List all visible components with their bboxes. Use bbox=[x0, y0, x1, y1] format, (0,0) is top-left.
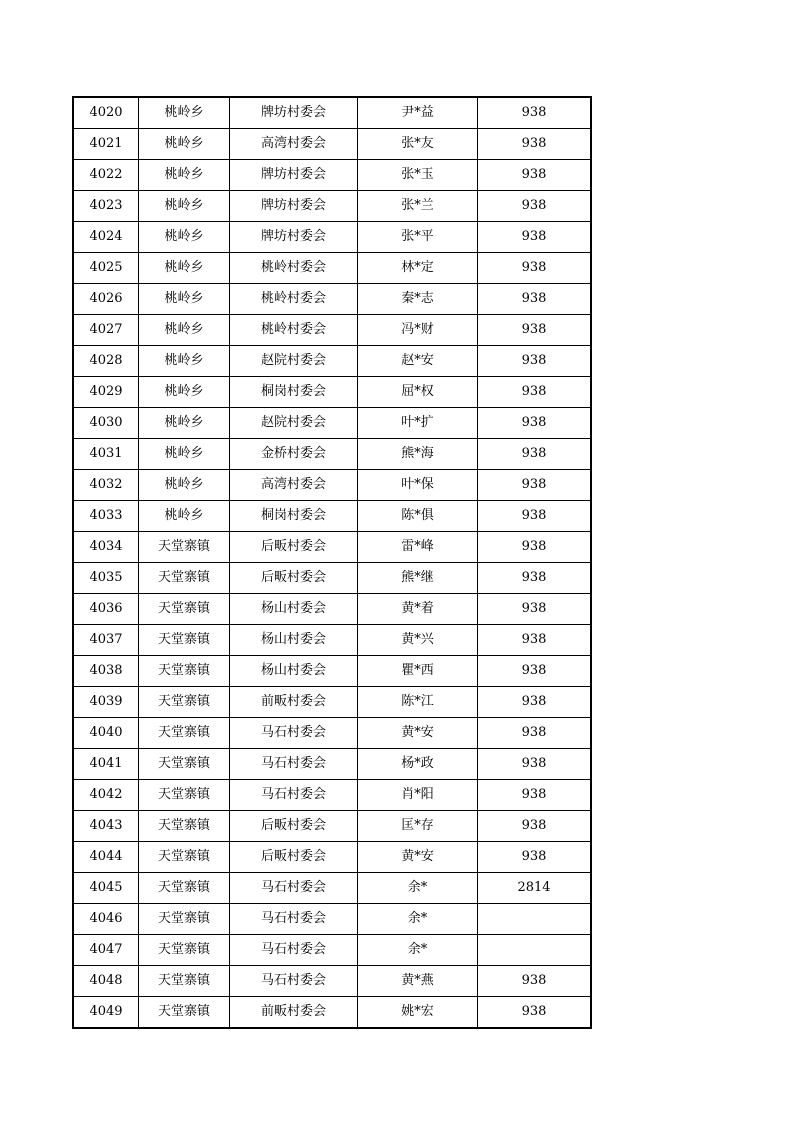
person-name-cell: 姚*宏 bbox=[358, 997, 478, 1029]
person-name-cell: 黄*安 bbox=[358, 842, 478, 873]
amount-cell: 938 bbox=[478, 842, 592, 873]
person-name-cell: 黄*兴 bbox=[358, 625, 478, 656]
amount-cell: 938 bbox=[478, 129, 592, 160]
township-cell: 天堂寨镇 bbox=[139, 687, 230, 718]
amount-cell: 938 bbox=[478, 408, 592, 439]
row-number-cell: 4043 bbox=[73, 811, 139, 842]
person-name-cell: 叶*扩 bbox=[358, 408, 478, 439]
township-cell: 天堂寨镇 bbox=[139, 656, 230, 687]
township-cell: 桃岭乡 bbox=[139, 439, 230, 470]
row-number-cell: 4022 bbox=[73, 160, 139, 191]
village-committee-cell: 桐岗村委会 bbox=[230, 377, 358, 408]
row-number-cell: 4034 bbox=[73, 532, 139, 563]
township-cell: 天堂寨镇 bbox=[139, 904, 230, 935]
township-cell: 桃岭乡 bbox=[139, 160, 230, 191]
person-name-cell: 陈*江 bbox=[358, 687, 478, 718]
person-name-cell: 张*玉 bbox=[358, 160, 478, 191]
amount-cell: 938 bbox=[478, 501, 592, 532]
amount-cell: 938 bbox=[478, 97, 592, 129]
village-committee-cell: 后畈村委会 bbox=[230, 842, 358, 873]
township-cell: 桃岭乡 bbox=[139, 97, 230, 129]
township-cell: 天堂寨镇 bbox=[139, 625, 230, 656]
row-number-cell: 4046 bbox=[73, 904, 139, 935]
row-number-cell: 4021 bbox=[73, 129, 139, 160]
row-number-cell: 4048 bbox=[73, 966, 139, 997]
amount-cell: 938 bbox=[478, 222, 592, 253]
village-committee-cell: 桃岭村委会 bbox=[230, 253, 358, 284]
township-cell: 天堂寨镇 bbox=[139, 563, 230, 594]
table-row bbox=[73, 563, 591, 594]
township-cell: 天堂寨镇 bbox=[139, 594, 230, 625]
township-cell: 桃岭乡 bbox=[139, 408, 230, 439]
township-cell: 天堂寨镇 bbox=[139, 780, 230, 811]
village-committee-cell: 桐岗村委会 bbox=[230, 501, 358, 532]
row-number-cell: 4030 bbox=[73, 408, 139, 439]
township-cell: 天堂寨镇 bbox=[139, 842, 230, 873]
amount-cell: 938 bbox=[478, 997, 592, 1029]
amount-cell: 938 bbox=[478, 780, 592, 811]
person-name-cell: 熊*继 bbox=[358, 563, 478, 594]
person-name-cell: 尹*益 bbox=[358, 97, 478, 129]
township-cell: 天堂寨镇 bbox=[139, 718, 230, 749]
village-committee-cell: 马石村委会 bbox=[230, 780, 358, 811]
table-row bbox=[73, 966, 591, 997]
table-row bbox=[73, 346, 591, 377]
row-number-cell: 4041 bbox=[73, 749, 139, 780]
person-name-cell: 张*平 bbox=[358, 222, 478, 253]
township-cell: 天堂寨镇 bbox=[139, 532, 230, 563]
row-number-cell: 4047 bbox=[73, 935, 139, 966]
row-number-cell: 4037 bbox=[73, 625, 139, 656]
table-row bbox=[73, 532, 591, 563]
table-row bbox=[73, 842, 591, 873]
table-row bbox=[73, 780, 591, 811]
person-name-cell: 匡*存 bbox=[358, 811, 478, 842]
amount-cell: 938 bbox=[478, 253, 592, 284]
amount-cell: 938 bbox=[478, 439, 592, 470]
table-row bbox=[73, 749, 591, 780]
row-number-cell: 4039 bbox=[73, 687, 139, 718]
table-row bbox=[73, 625, 591, 656]
table-body bbox=[73, 97, 591, 1028]
person-name-cell: 赵*安 bbox=[358, 346, 478, 377]
row-number-cell: 4049 bbox=[73, 997, 139, 1029]
village-committee-cell: 马石村委会 bbox=[230, 749, 358, 780]
person-name-cell: 余* bbox=[358, 873, 478, 904]
township-cell: 天堂寨镇 bbox=[139, 935, 230, 966]
table-row bbox=[73, 191, 591, 222]
person-name-cell: 余* bbox=[358, 935, 478, 966]
table-row bbox=[73, 439, 591, 470]
township-cell: 天堂寨镇 bbox=[139, 997, 230, 1029]
person-name-cell: 余* bbox=[358, 904, 478, 935]
row-number-cell: 4042 bbox=[73, 780, 139, 811]
village-committee-cell: 前畈村委会 bbox=[230, 687, 358, 718]
township-cell: 桃岭乡 bbox=[139, 470, 230, 501]
person-name-cell: 叶*保 bbox=[358, 470, 478, 501]
person-name-cell: 杨*政 bbox=[358, 749, 478, 780]
person-name-cell: 雷*峰 bbox=[358, 532, 478, 563]
table-row bbox=[73, 687, 591, 718]
row-number-cell: 4026 bbox=[73, 284, 139, 315]
subsidy-table bbox=[72, 96, 592, 1029]
row-number-cell: 4038 bbox=[73, 656, 139, 687]
amount-cell: 938 bbox=[478, 377, 592, 408]
row-number-cell: 4045 bbox=[73, 873, 139, 904]
amount-cell: 938 bbox=[478, 470, 592, 501]
village-committee-cell: 桃岭村委会 bbox=[230, 284, 358, 315]
township-cell: 桃岭乡 bbox=[139, 191, 230, 222]
village-committee-cell: 赵院村委会 bbox=[230, 346, 358, 377]
village-committee-cell: 马石村委会 bbox=[230, 718, 358, 749]
table-row bbox=[73, 718, 591, 749]
table-row bbox=[73, 377, 591, 408]
village-committee-cell: 高湾村委会 bbox=[230, 129, 358, 160]
amount-cell: 938 bbox=[478, 160, 592, 191]
village-committee-cell: 杨山村委会 bbox=[230, 656, 358, 687]
table-row bbox=[73, 470, 591, 501]
row-number-cell: 4040 bbox=[73, 718, 139, 749]
table-row bbox=[73, 904, 591, 935]
amount-cell: 938 bbox=[478, 346, 592, 377]
row-number-cell: 4029 bbox=[73, 377, 139, 408]
document-page bbox=[72, 96, 588, 1029]
table-row bbox=[73, 997, 591, 1029]
village-committee-cell: 牌坊村委会 bbox=[230, 191, 358, 222]
person-name-cell: 瞿*西 bbox=[358, 656, 478, 687]
table-row bbox=[73, 501, 591, 532]
village-committee-cell: 杨山村委会 bbox=[230, 625, 358, 656]
row-number-cell: 4031 bbox=[73, 439, 139, 470]
amount-cell: 938 bbox=[478, 966, 592, 997]
table-row bbox=[73, 129, 591, 160]
village-committee-cell: 后畈村委会 bbox=[230, 532, 358, 563]
amount-cell: 938 bbox=[478, 811, 592, 842]
township-cell: 桃岭乡 bbox=[139, 346, 230, 377]
village-committee-cell: 金桥村委会 bbox=[230, 439, 358, 470]
village-committee-cell: 马石村委会 bbox=[230, 904, 358, 935]
table-row bbox=[73, 811, 591, 842]
person-name-cell: 肖*阳 bbox=[358, 780, 478, 811]
village-committee-cell: 牌坊村委会 bbox=[230, 222, 358, 253]
table-row bbox=[73, 160, 591, 191]
amount-cell: 938 bbox=[478, 284, 592, 315]
amount-cell: 938 bbox=[478, 625, 592, 656]
row-number-cell: 4044 bbox=[73, 842, 139, 873]
amount-cell: 938 bbox=[478, 687, 592, 718]
township-cell: 天堂寨镇 bbox=[139, 749, 230, 780]
village-committee-cell: 前畈村委会 bbox=[230, 997, 358, 1029]
village-committee-cell: 高湾村委会 bbox=[230, 470, 358, 501]
village-committee-cell: 桃岭村委会 bbox=[230, 315, 358, 346]
row-number-cell: 4027 bbox=[73, 315, 139, 346]
row-number-cell: 4028 bbox=[73, 346, 139, 377]
amount-cell: 938 bbox=[478, 749, 592, 780]
village-committee-cell: 牌坊村委会 bbox=[230, 160, 358, 191]
village-committee-cell: 后畈村委会 bbox=[230, 563, 358, 594]
row-number-cell: 4020 bbox=[73, 97, 139, 129]
person-name-cell: 黄*着 bbox=[358, 594, 478, 625]
person-name-cell: 熊*海 bbox=[358, 439, 478, 470]
township-cell: 桃岭乡 bbox=[139, 284, 230, 315]
table-row bbox=[73, 97, 591, 129]
person-name-cell: 张*友 bbox=[358, 129, 478, 160]
row-number-cell: 4023 bbox=[73, 191, 139, 222]
table-row bbox=[73, 594, 591, 625]
village-committee-cell: 赵院村委会 bbox=[230, 408, 358, 439]
person-name-cell: 屈*权 bbox=[358, 377, 478, 408]
township-cell: 天堂寨镇 bbox=[139, 811, 230, 842]
table-row bbox=[73, 315, 591, 346]
village-committee-cell: 牌坊村委会 bbox=[230, 97, 358, 129]
village-committee-cell: 马石村委会 bbox=[230, 935, 358, 966]
amount-cell: 938 bbox=[478, 315, 592, 346]
township-cell: 桃岭乡 bbox=[139, 222, 230, 253]
table-row bbox=[73, 873, 591, 904]
township-cell: 桃岭乡 bbox=[139, 129, 230, 160]
village-committee-cell: 马石村委会 bbox=[230, 966, 358, 997]
person-name-cell: 冯*财 bbox=[358, 315, 478, 346]
table-row bbox=[73, 222, 591, 253]
table-row bbox=[73, 935, 591, 966]
row-number-cell: 4024 bbox=[73, 222, 139, 253]
township-cell: 桃岭乡 bbox=[139, 315, 230, 346]
person-name-cell: 黄*燕 bbox=[358, 966, 478, 997]
row-number-cell: 4025 bbox=[73, 253, 139, 284]
township-cell: 桃岭乡 bbox=[139, 377, 230, 408]
amount-cell: 938 bbox=[478, 718, 592, 749]
village-committee-cell: 杨山村委会 bbox=[230, 594, 358, 625]
person-name-cell: 林*定 bbox=[358, 253, 478, 284]
township-cell: 天堂寨镇 bbox=[139, 966, 230, 997]
table-row bbox=[73, 284, 591, 315]
table-row bbox=[73, 656, 591, 687]
village-committee-cell: 后畈村委会 bbox=[230, 811, 358, 842]
amount-cell: 938 bbox=[478, 594, 592, 625]
row-number-cell: 4036 bbox=[73, 594, 139, 625]
row-number-cell: 4032 bbox=[73, 470, 139, 501]
amount-cell: 938 bbox=[478, 656, 592, 687]
amount-cell bbox=[478, 935, 592, 966]
person-name-cell: 张*兰 bbox=[358, 191, 478, 222]
table-row bbox=[73, 408, 591, 439]
amount-cell: 938 bbox=[478, 532, 592, 563]
table-row bbox=[73, 253, 591, 284]
village-committee-cell: 马石村委会 bbox=[230, 873, 358, 904]
amount-cell: 938 bbox=[478, 191, 592, 222]
amount-cell bbox=[478, 904, 592, 935]
row-number-cell: 4033 bbox=[73, 501, 139, 532]
person-name-cell: 陈*俱 bbox=[358, 501, 478, 532]
row-number-cell: 4035 bbox=[73, 563, 139, 594]
amount-cell: 2814 bbox=[478, 873, 592, 904]
amount-cell: 938 bbox=[478, 563, 592, 594]
township-cell: 桃岭乡 bbox=[139, 501, 230, 532]
person-name-cell: 秦*志 bbox=[358, 284, 478, 315]
township-cell: 天堂寨镇 bbox=[139, 873, 230, 904]
township-cell: 桃岭乡 bbox=[139, 253, 230, 284]
person-name-cell: 黄*安 bbox=[358, 718, 478, 749]
